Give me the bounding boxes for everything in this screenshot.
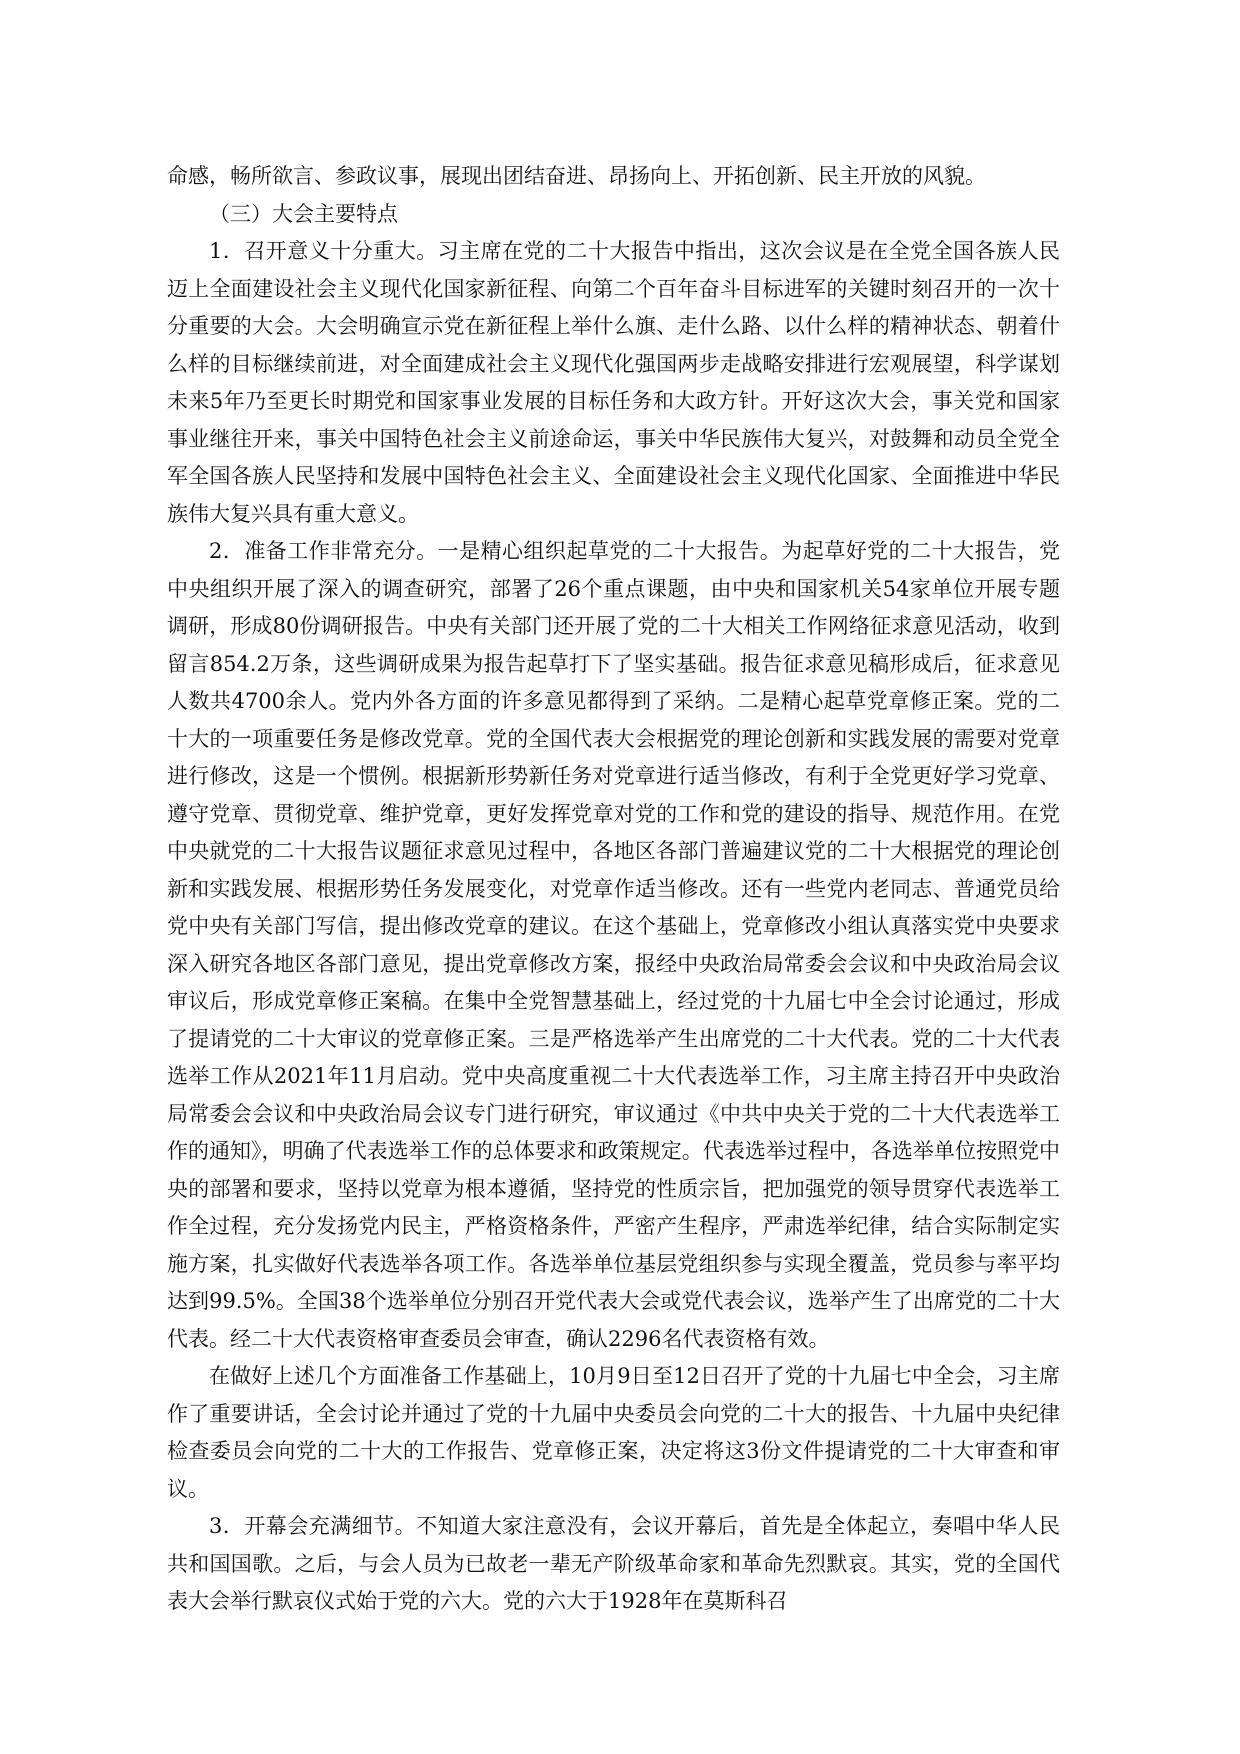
paragraph-plenary-session: 在做好上述几个方面准备工作基础上，10月9日至12日召开了党的十九届七中全会，习主席作了重要讲话，全会讨论并通过了党的十九届中央委员会向党的二十大的报告、十九届中央纪律检查委员会向党的二十大的工作报告、党章修正案，决定将这3份文件提请党的二十大审查和审议。 [167, 1364, 1060, 1501]
paragraph-preparation: 2．准备工作非常充分。一是精心组织起草党的二十大报告。为起草好党的二十大报告，党中央组织开展了深入的调查研究，部署了26个重点课题，由中央和国家机关54家单位开展专题调研，形成80份调研报告。中央有关部门还开展了党的二十大相关工作网络征求意见活动，收到留言854.2万条，这些调研成果为报告起草打下了坚实基础。报告征求意见稿形成后，征求意见人数共4700余人。党内外各方面的许多意见都得到了采纳。二是精心起草党章修正案。党的二十大的一项重要任务是修改党章。党的全国代表大会根据党的理论创新和实践发展的需要对党章进行修改，这是一个惯例。根据新形势新任务对党章进行适当修改，有利于全党更好学习党章、遵守党章、贯彻党章、维护党章，更好发挥党章对党的工作和党的建设的指导、规范作用。在党中央就党的二十大报告议题征求意见过程中，各地区各部门普遍建议党的二十大根据党的理论创新和实践发展、根据形势任务发展变化，对党章作适当修改。还有一些党内老同志、普通党员给党中央有关部门写信，提出修改党章的建议。在这个基础上，党章修改小组认真落实党中央要求深入研究各地区各部门意见，提出党章修改方案，报经中央政治局常委会会议和中央政治局会议审议后，形成党章修正案稿。在集中全党智慧基础上，经过党的十九届七中全会讨论通过，形成了提请党的二十大审议的党章修正案。三是严格选举产生出席党的二十大代表。党的二十大代表选举工作从2021年11月启动。党中央高度重视二十大代表选举工作，习主席主持召开中央政治局常委会会议和中央政治局会议专门进行研究，审议通过《中共中央关于党的二十大代表选举工作的通知》，明确了代表选举工作的总体要求和政策规定。代表选举过程中，各选举单位按照党中央的部署和要求，坚持以党章为根本遵循，坚持党的性质宗旨，把加强党的领导贯穿代表选举工作全过程，充分发扬党内民主，严格资格条件，严密产生程序，严肃选举纪律，结合实际制定实施方案，扎实做好代表选举各项工作。各选举单位基层党组织参与实现全覆盖，党员参与率平均达到99.5%。全国38个选举单位分别召开党代表大会或党代表会议，选举产生了出席党的二十大代表。经二十大代表资格审查委员会审查，确认2296名代表资格有效。 [167, 539, 1060, 1351]
section-heading: （三）大会主要特点 [209, 201, 398, 226]
paragraph-continuation: 命感，畅所欲言、参政议事，展现出团结奋进、昂扬向上、开拓创新、民主开放的风貌。 [167, 164, 986, 188]
paragraph-opening-details: 3．开幕会充满细节。不知道大家注意没有，会议开幕后，首先是全体起立，奏唱中华人民共和国国歌。之后，与会人员为已故老一辈无产阶级革命家和革命先烈默哀。其实，党的全国代表大会举行默哀仪式始于党的六大。党的六大于1928年在莫斯科召 [167, 1514, 1060, 1613]
document-page [167, 158, 1060, 1621]
paragraph-significance: 1．召开意义十分重大。习主席在党的二十大报告中指出，这次会议是在全党全国各族人民迈上全面建设社会主义现代化国家新征程、向第二个百年奋斗目标进军的关键时刻召开的一次十分重要的大会。大会明确宣示党在新征程上举什么旗、走什么路、以什么样的精神状态、朝着什么样的目标继续前进，对全面建成社会主义现代化强国两步走战略安排进行宏观展望，科学谋划未来5年乃至更长时期党和国家事业发展的目标任务和大政方针。开好这次大会，事关党和国家事业继往开来，事关中国特色社会主义前途命运，事关中华民族伟大复兴，对鼓舞和动员全党全军全国各族人民坚持和发展中国特色社会主义、全面建设社会主义现代化国家、全面推进中华民族伟大复兴具有重大意义。 [167, 239, 1060, 526]
